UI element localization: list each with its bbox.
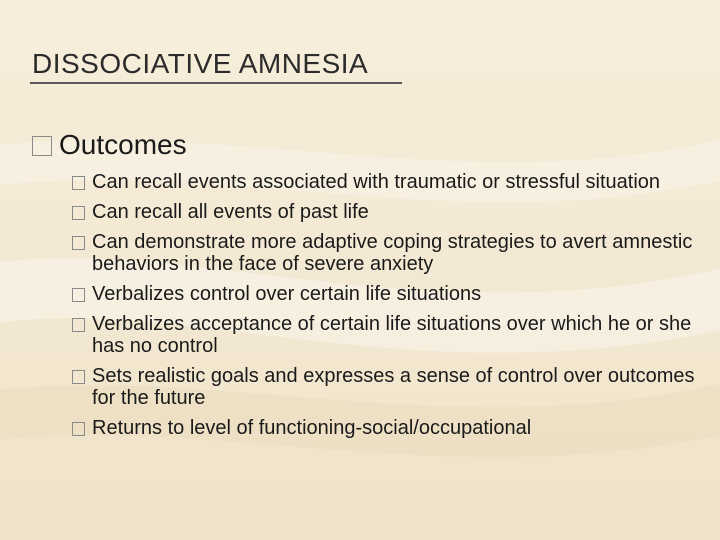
checkbox-bullet-icon [72,422,85,436]
list-item [72,231,712,275]
list-item-text: Can recall events associated with traumatic or stressful situation [92,171,661,193]
list-item-text: Verbalizes control over certain life situations [92,283,482,305]
checkbox-bullet-icon [72,370,85,384]
checkbox-bullet-icon [72,206,85,220]
list-item [72,417,712,439]
outcomes-heading-text: Outcomes [59,129,187,160]
list-item-text: Returns to level of functioning-social/occupational [92,417,532,439]
title-underline [30,82,402,84]
outcomes-heading [32,128,187,162]
list-item-text: Sets realistic goals and expresses a sense of control over outcomes for the future [92,365,695,409]
checkbox-bullet-icon [72,318,85,332]
list-item [72,171,712,193]
outcomes-list [72,171,712,447]
checkbox-bullet-icon [32,136,52,156]
checkbox-bullet-icon [72,176,85,190]
list-item [72,365,712,409]
checkbox-bullet-icon [72,288,85,302]
list-item-text: Verbalizes acceptance of certain life situations over which he or she has no control [92,313,692,357]
slide-title: DISSOCIATIVE AMNESIA [32,48,369,79]
list-item-text: Can recall all events of past life [92,201,369,223]
list-item-text: Can demonstrate more adaptive coping strategies to avert amnestic behaviors in the face of severe anxiety [92,231,693,275]
list-item [72,313,712,357]
list-item [72,201,712,223]
list-item [72,283,712,305]
checkbox-bullet-icon [72,236,85,250]
